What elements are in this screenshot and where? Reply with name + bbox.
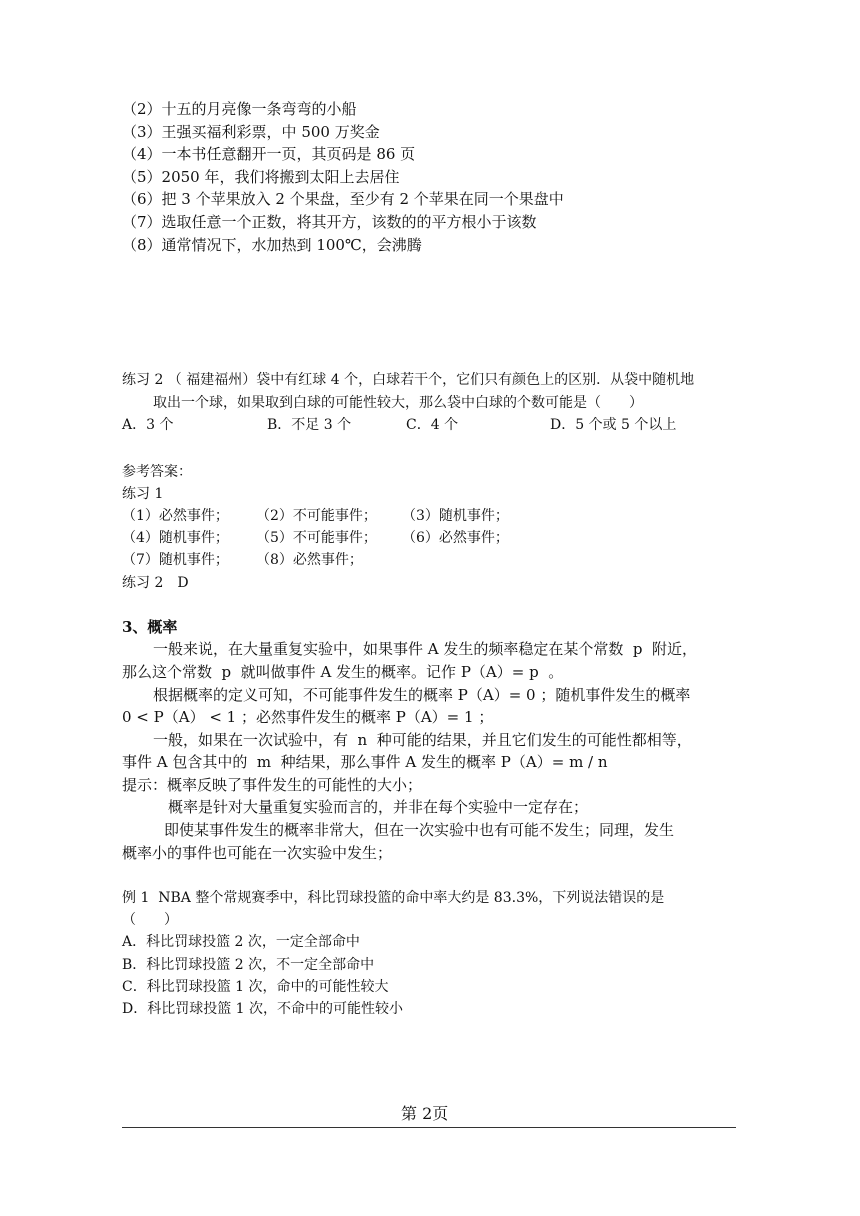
exercise1-item-4: （4）一本书任意翻开一页，其页码是 86 页: [122, 145, 416, 163]
answer-item: （8）必然事件；: [256, 552, 363, 568]
exercise1-item-5: （5）2050 年，我们将搬到太阳上去居住: [122, 168, 400, 186]
section3-tip-line: 即使某事件发生的概率非常大，但在一次实验中也有可能不发生；同理，发生: [164, 821, 675, 839]
answers-row-3: [122, 553, 722, 569]
example1-option-b: B．科比罚球投篮 2 次，不一定全部命中: [122, 957, 375, 973]
section3-title: 3、概率: [122, 618, 178, 636]
exercise1-item-3: （3）王强买福利彩票，中 500 万奖金: [122, 123, 380, 141]
answer-item: （2）不可能事件；: [256, 508, 377, 524]
answer-item: （4）随机事件；: [122, 530, 229, 546]
example1-option-a: A．科比罚球投篮 2 次，一定全部命中: [122, 934, 360, 950]
answer-item: （6）必然事件；: [402, 530, 509, 546]
exercise2-option-c: C．4 个: [406, 417, 459, 433]
page-number: 第 2页: [401, 1104, 449, 1123]
exercise2-options: [122, 418, 742, 434]
exercise2-option-b: B．不足 3 个: [267, 417, 352, 433]
answer-item: （3）随机事件；: [402, 508, 509, 524]
answers-ex2: 练习 2 D: [122, 575, 189, 591]
section3-paragraph-line: 事件 A 包含其中的 m 种结果，那么事件 A 发生的概率 P（A）= m / n: [122, 753, 608, 771]
exercise1-item-7: （7）选取任意一个正数，将其开方，该数的的平方根小于该数: [122, 213, 537, 231]
exercise1-item-6: （6）把 3 个苹果放入 2 个果盘，至少有 2 个苹果在同一个果盘中: [122, 190, 564, 208]
answer-item: （5）不可能事件；: [256, 530, 377, 546]
section3-paragraph-line: 那么这个常数 p 就叫做事件 A 发生的概率。记作 P（A）= p 。: [122, 663, 564, 681]
answers-row-1: [122, 509, 722, 525]
exercise1-item-2: （2）十五的月亮像一条弯弯的小船: [122, 100, 357, 118]
answer-item: （1）必然事件；: [122, 508, 229, 524]
exercise2-option-d: D．5 个或 5 个以上: [550, 417, 677, 433]
exercise1-item-8: （8）通常情况下，水加热到 100℃，会沸腾: [122, 236, 422, 254]
footer-divider: [122, 1127, 736, 1128]
section3-tip-line: 提示：概率反映了事件发生的可能性的大小；: [122, 776, 423, 794]
example1-question-line1: 例 1 NBA 整个常规赛季中，科比罚球投篮的命中率大约是 83.3%，下列说法错误的是: [122, 890, 665, 906]
section3-paragraph-line: 一般，如果在一次试验中，有 n 种可能的结果，并且它们发生的可能性都相等，: [153, 731, 692, 749]
exercise2-option-a: A．3 个: [122, 417, 174, 433]
answers-heading: 参考答案：: [122, 464, 192, 480]
example1-option-d: D．科比罚球投篮 1 次，不命中的可能性较小: [122, 1001, 404, 1017]
section3-paragraph-line: 一般来说，在大量重复实验中，如果事件 A 发生的频率稳定在某个常数 p 附近，: [153, 640, 698, 658]
answers-row-2: [122, 531, 722, 547]
answer-item: （7）随机事件；: [122, 552, 229, 568]
answers-ex1-label: 练习 1: [122, 486, 164, 502]
section3-tip-line: 概率小的事件也可能在一次实验中发生；: [122, 844, 393, 862]
section3-tip-line: 概率是针对大量重复实验而言的，并非在每个实验中一定存在；: [168, 798, 589, 816]
section3-paragraph-line: 0 < P（A） < 1 ；必然事件发生的概率 P（A）= 1 ；: [122, 708, 494, 726]
exercise2-question-line1: 练习 2 （ 福建福州）袋中有红球 4 个，白球若干个，它们只有颜色上的区别．从袋中随机地: [122, 372, 695, 388]
example1-question-line2: （ ）: [122, 912, 178, 928]
section3-paragraph-line: 根据概率的定义可知，不可能事件发生的概率 P（A）= 0 ；随机事件发生的概率: [153, 686, 691, 704]
example1-option-c: C．科比罚球投篮 1 次，命中的可能性较大: [122, 979, 389, 995]
exercise2-question-line2: 取出一个球，如果取到白球的可能性较大，那么袋中白球的个数可能是（ ）: [153, 395, 643, 411]
